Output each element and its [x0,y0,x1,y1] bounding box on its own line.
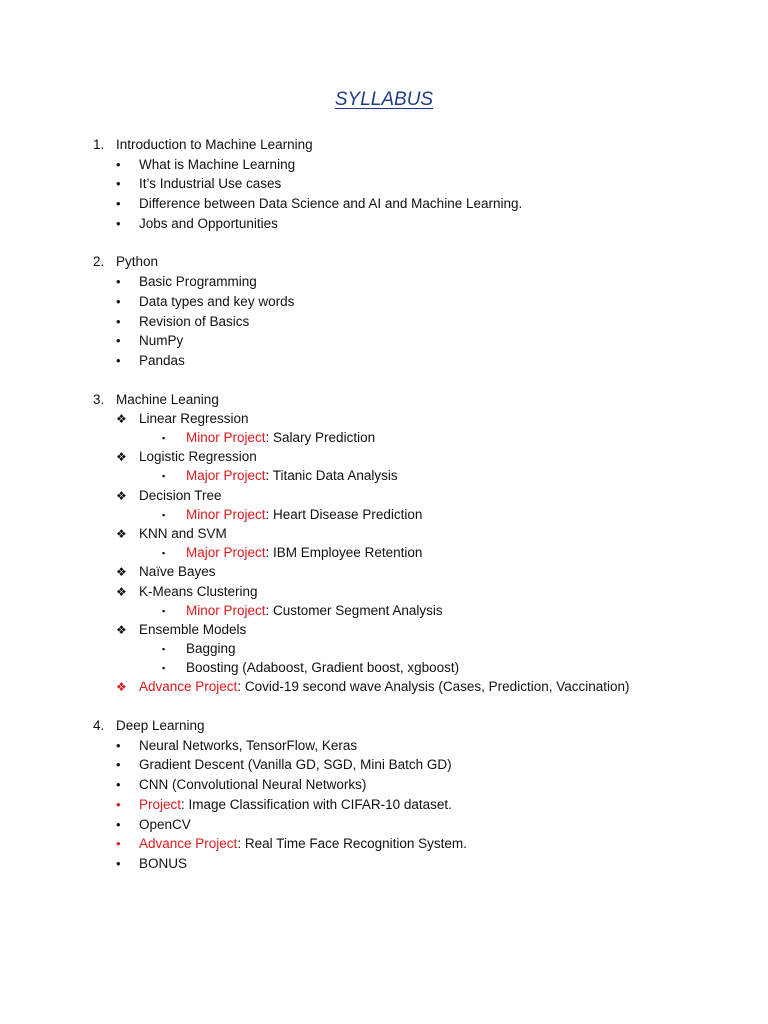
project-tag: Minor Project [186,507,266,522]
diamond-bullet-icon: ❖ [116,680,127,694]
square-bullet-icon: ▪ [162,433,166,443]
diamond-bullet-icon: ❖ [116,623,127,637]
diamond-bullet-icon: ❖ [116,412,127,426]
list-item-text: Neural Networks, TensorFlow, Keras [139,738,358,753]
list-item-text: : Image Classification with CIFAR-10 dataset. [181,797,452,812]
square-bullet-icon: ▪ [162,471,166,481]
topic-label: Naïve Bayes [139,564,216,579]
diamond-bullet-icon: ❖ [116,489,127,503]
topic-label: KNN and SVM [139,526,227,541]
list-item-text: Gradient Descent (Vanilla GD, SGD, Mini Batch GD) [139,757,452,772]
diamond-bullet-icon: ❖ [116,565,127,579]
list-item-text: NumPy [139,333,184,348]
topic-label: Linear Regression [139,411,249,426]
bullet-icon: • [116,216,121,231]
project-tag: Advance Project [139,679,238,694]
bullet-icon: • [116,757,121,772]
section-title: Introduction to Machine Learning [116,137,313,152]
page-title: SYLLABUS [334,89,434,110]
sub-item-text: Bagging [186,641,236,656]
section-number: 2. [93,254,105,269]
bullet-icon: • [116,353,121,368]
bullet-icon: • [116,738,121,753]
project-tag: Minor Project [186,603,266,618]
topic-label: Decision Tree [139,488,222,503]
bullet-icon: • [116,314,121,329]
project-tag: Major Project [186,545,266,560]
bullet-icon: • [116,176,121,191]
diamond-bullet-icon: ❖ [116,450,127,464]
bullet-icon: • [116,817,121,832]
list-item-text: Jobs and Opportunities [139,216,278,231]
project-text: : Titanic Data Analysis [265,468,398,483]
section-number: 3. [93,392,105,407]
list-item-text: Basic Programming [139,274,257,289]
list-item-text: BONUS [139,856,188,871]
project-text: : Covid-19 second wave Analysis (Cases, Prediction, Vaccination) [237,679,630,694]
project-text: : IBM Employee Retention [265,545,423,560]
bullet-icon: • [116,157,121,172]
list-item-text: Revision of Basics [139,314,250,329]
list-item-text: : Real Time Face Recognition System. [237,836,467,851]
bullet-icon: • [116,274,121,289]
project-text: : Customer Segment Analysis [265,603,443,618]
topic-label: K-Means Clustering [139,584,258,599]
square-bullet-icon: ▪ [162,510,166,520]
square-bullet-icon: ▪ [162,606,166,616]
list-item-text: CNN (Convolutional Neural Networks) [139,777,367,792]
topic-label: Logistic Regression [139,449,257,464]
list-item-text: Data types and key words [139,294,295,309]
list-item-text: What is Machine Learning [139,157,296,172]
bullet-icon: • [116,777,121,792]
project-tag: Advance Project [139,836,238,851]
square-bullet-icon: ▪ [162,663,166,673]
project-tag: Project [139,797,182,812]
bullet-icon: • [116,836,121,851]
bullet-icon: • [116,333,121,348]
bullet-icon: • [116,856,121,871]
project-tag: Major Project [186,468,266,483]
list-item-text: OpenCV [139,817,191,832]
section-title: Machine Leaning [116,392,219,407]
section-number: 4. [93,718,105,733]
project-tag: Minor Project [186,430,266,445]
diamond-bullet-icon: ❖ [116,527,127,541]
diamond-bullet-icon: ❖ [116,585,127,599]
section-title: Deep Learning [116,718,205,733]
square-bullet-icon: ▪ [162,548,166,558]
list-item-text: Pandas [139,353,185,368]
section-title: Python [116,254,159,269]
project-text: : Heart Disease Prediction [265,507,423,522]
section-number: 1. [93,137,105,152]
sub-item-text: Boosting (Adaboost, Gradient boost, xgboost) [186,660,460,675]
topic-label: Ensemble Models [139,622,247,637]
square-bullet-icon: ▪ [162,644,166,654]
bullet-icon: • [116,196,121,211]
list-item-text: It’s Industrial Use cases [139,176,282,191]
bullet-icon: • [116,294,121,309]
project-text: : Salary Prediction [265,430,376,445]
list-item-text: Difference between Data Science and AI and Machine Learning. [139,196,523,211]
bullet-icon: • [116,797,121,812]
